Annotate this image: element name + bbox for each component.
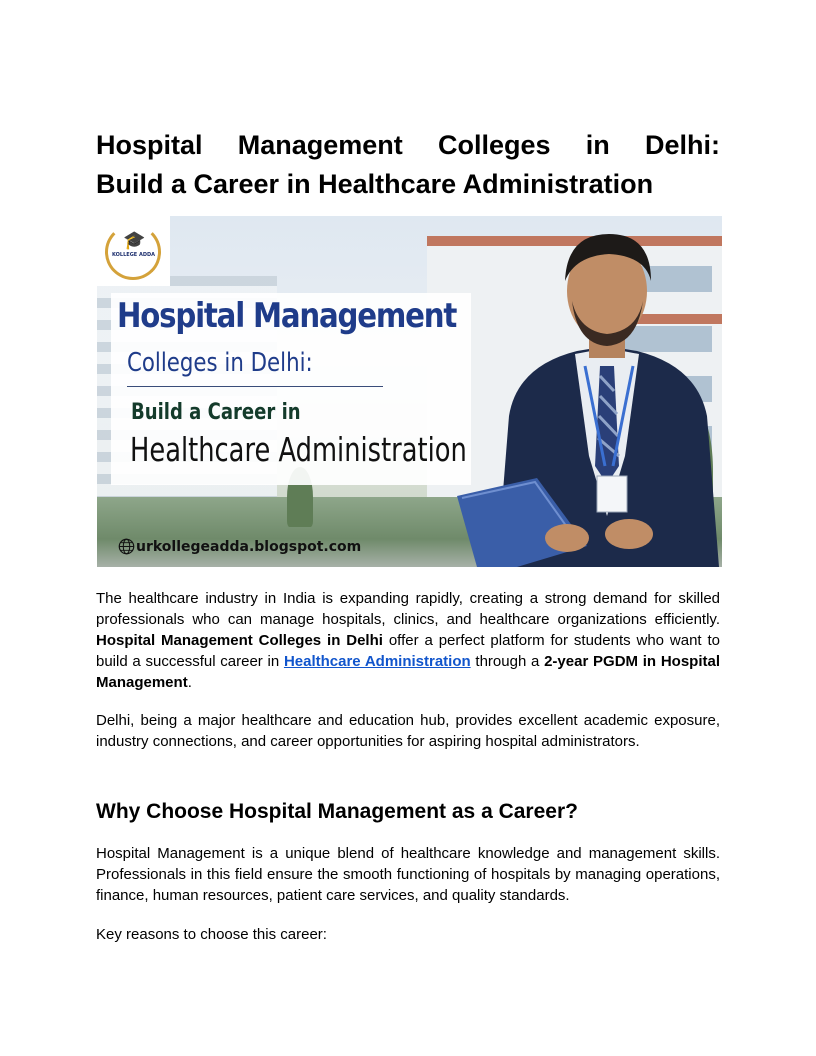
intro-bold-colleges: Hospital Management Colleges in Delhi [96,632,383,649]
intro-text-1: The healthcare industry in India is expanding rapidly, creating a strong demand for skilled professionals who can manage hospitals, clinics, and healthcare organizations efficiently. [96,590,720,628]
banner-divider [127,386,383,387]
intro-text-4: . [187,674,192,691]
intro-paragraph [96,588,720,693]
section-heading: Why Choose Hospital Management as a Career? [96,800,578,823]
key-reasons-paragraph: Key reasons to choose this career: [96,926,327,943]
healthcare-administration-link[interactable]: Healthcare Administration [283,653,471,670]
businessman-illustration [457,216,722,567]
blog-url [118,538,361,555]
banner-image [97,216,722,567]
graduation-cap-icon: 🎓 [123,230,146,250]
delhi-paragraph: Delhi, being a major healthcare and education hub, provides excellent academic exposure, industry connections, and career opportunities for aspiring hospital administrators. [96,712,720,750]
intro-bold-pgdm: 2-year PGDM in Hospital Management [96,653,721,691]
kollege-adda-logo [97,216,170,286]
banner-heading-line-2: Colleges in Delhi: [127,348,313,378]
logo-text: KOLLEGE ADDA [112,252,155,258]
intro-text-2: offer a perfect platform for students who want to build a successful career in [96,632,720,670]
blog-url-text: urkollegeadda.blogspot.com [136,538,362,555]
banner-heading-line-1: Hospital Management [117,296,457,336]
career-paragraph: Hospital Management is a unique blend of healthcare knowledge and management skills. Professionals in this field ensure the smooth functioning of hospitals by managing operations, finance, human resources, patient care services, and quality standards. [96,845,720,904]
globe-icon [118,538,135,555]
title-line-1: Hospital Management Colleges in Delhi: [96,130,720,160]
document-title [96,126,720,204]
title-line-2: Build a Career in Healthcare Administration [96,169,654,199]
intro-text-3: through a [470,653,545,670]
banner-heading-line-3: Build a Career in [131,400,301,425]
banner-heading-line-4: Healthcare Administration [130,430,467,469]
